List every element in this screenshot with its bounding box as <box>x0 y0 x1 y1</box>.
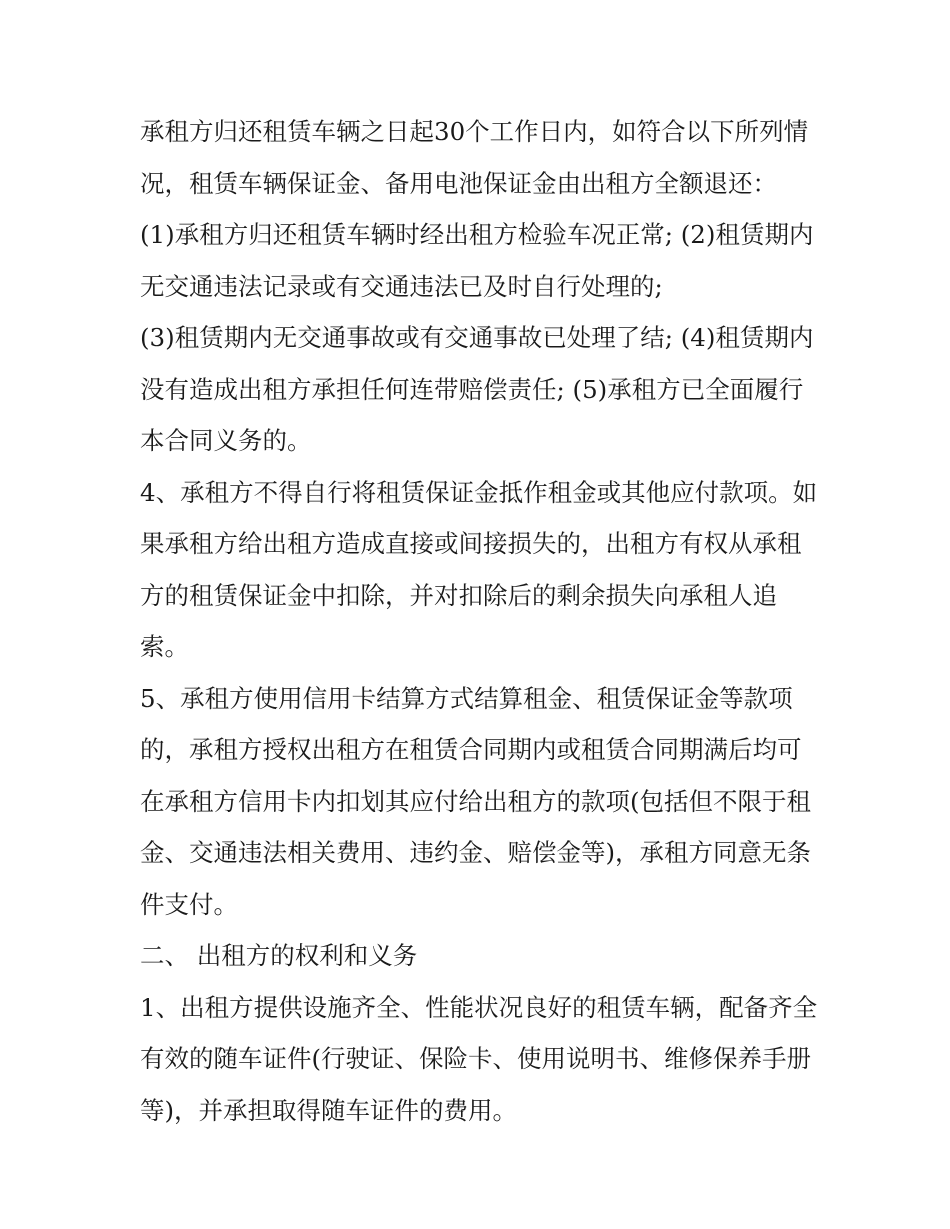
section-heading-lessor-rights: 二、 出租方的权利和义务 <box>140 941 418 970</box>
document-body <box>140 106 820 1136</box>
paragraph-deposit-refund: 承租方归还租赁车辆之日起30个工作日内，如符合以下所列情况，租赁车辆保证金、备用电池保证金由出租方全额退还： <box>140 117 809 198</box>
paragraph-lessor-clause-1: 1、出租方提供设施齐全、性能状况良好的租赁车辆，配备齐全有效的随车证件(行驶证、保险卡、使用说明书、维修保养手册等)，并承担取得随车证件的费用。 <box>140 992 818 1125</box>
paragraph-clause-5: 5、承租方使用信用卡结算方式结算租金、租赁保证金等款项的，承租方授权出租方在租赁合同期内或租赁合同期满后均可在承租方信用卡内扣划其应付给出租方的款项(包括但不限于租金、交通违法相关费用、违约金、赔偿金等)，承租方同意无条件支付。 <box>140 683 812 919</box>
paragraph-clause-4: 4、承租方不得自行将租赁保证金抵作租金或其他应付款项。如果承租方给出租方造成直接或间接损失的，出租方有权从承租方的租赁保证金中扣除，并对扣除后的剩余损失向承租人追索。 <box>140 477 818 661</box>
paragraph-conditions-3-5: (3)租赁期内无交通事故或有交通事故已处理了结; (4)租赁期内没有造成出租方承担任何连带赔偿责任; (5)承租方已全面履行本合同义务的。 <box>140 323 814 455</box>
paragraph-conditions-1-2: (1)承租方归还租赁车辆时经出租方检验车况正常; (2)租赁期内无交通违法记录或有交通违法已及时自行处理的; <box>140 220 814 301</box>
